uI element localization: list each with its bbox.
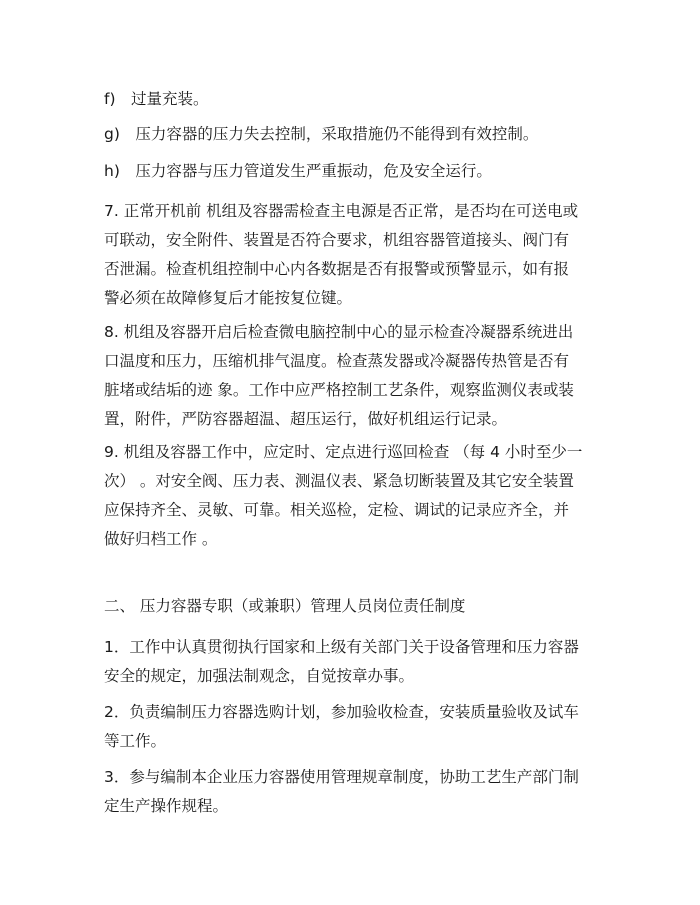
- text-line: 8. 机组及容器开启后检查微电脑控制中心的显示检查冷凝器系统进出: [104, 323, 574, 341]
- text-line: 1．工作中认真贯彻执行国家和上级有关部门关于设备管理和压力容器: [104, 638, 579, 656]
- text-line: 定生产操作规程。: [104, 797, 229, 815]
- item-h: [104, 157, 604, 186]
- item-f: [104, 85, 604, 114]
- item-8: [104, 318, 604, 434]
- text-line: g) 压力容器的压力失去控制，采取措施仍不能得到有效控制。: [104, 125, 539, 143]
- text-line: 脏堵或结垢的迹 象。工作中应严格控制工艺条件，观察监测仪表或装: [104, 381, 574, 399]
- section-heading: [104, 592, 604, 621]
- text-line: 7. 正常开机前 机组及容器需检查主电源是否正常，是否均在可送电或: [104, 202, 579, 220]
- text-line: 做好归档工作 。: [104, 530, 218, 548]
- text-line: 置，附件，严防容器超温、超压运行，做好机组运行记录。: [104, 410, 508, 428]
- item-9: [104, 438, 604, 554]
- text-line: 安全的规定，加强法制观念，自觉按章办事。: [104, 667, 415, 685]
- text-line: 次） 。对安全阀、压力表、测温仪表、紧急切断装置及其它安全装置: [104, 472, 574, 490]
- text-line: 口温度和压力，压缩机排气温度。检查蒸发器或冷凝器传热管是否有: [104, 352, 570, 370]
- text-line: f) 过量充装。: [104, 90, 209, 108]
- text-line: 等工作。: [104, 732, 167, 750]
- text-line: h) 压力容器与压力管道发生严重振动，危及安全运行。: [104, 162, 492, 180]
- item-7: [104, 197, 604, 313]
- item-3: [104, 763, 604, 821]
- section-title: 二、 压力容器专职（或兼职）管理人员岗位责任制度: [104, 597, 466, 615]
- item-1: [104, 633, 604, 691]
- text-line: 3．参与编制本企业压力容器使用管理规章制度，协助工艺生产部门制: [104, 768, 579, 786]
- item-g: [104, 120, 604, 149]
- item-2: [104, 698, 604, 756]
- text-line: 否泄漏。检查机组控制中心内各数据是否有报警或预警显示，如有报: [104, 260, 570, 278]
- text-line: 2．负责编制压力容器选购计划，参加验收检查，安装质量验收及试车: [104, 703, 579, 721]
- text-line: 可联动，安全附件、装置是否符合要求，机组容器管道接头、阀门有: [104, 231, 570, 249]
- text-line: 9. 机组及容器工作中，应定时、定点进行巡回检查 （每 4 小时至少一: [104, 443, 583, 461]
- text-line: 警必须在故障修复后才能按复位键。: [104, 289, 353, 307]
- text-line: 应保持齐全、灵敏、可靠。相关巡检，定检、调试的记录应齐全，并: [104, 501, 570, 519]
